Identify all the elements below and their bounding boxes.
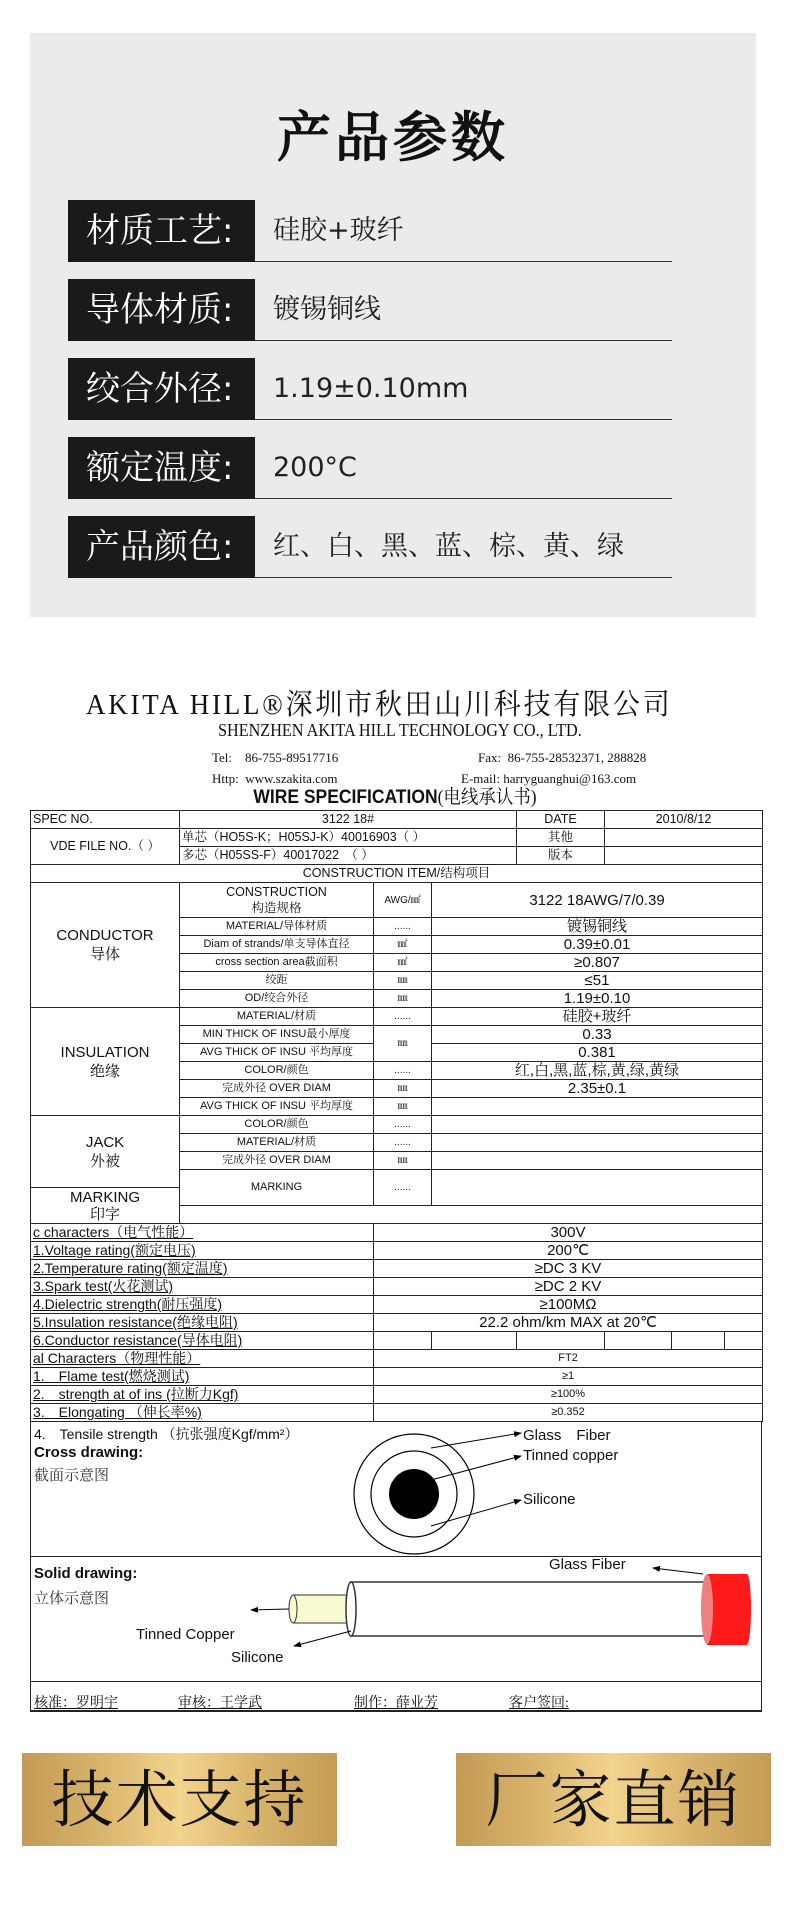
param-value: 红、白、黑、蓝、棕、黄、绿 — [273, 531, 624, 562]
param-row — [68, 437, 672, 499]
cell: ㎜ — [374, 972, 432, 990]
cell — [672, 1332, 725, 1350]
email: harryguanghui@163.com — [503, 771, 637, 786]
tel-label: Tel: — [212, 750, 233, 765]
param-label: 材质工艺: — [68, 200, 255, 262]
cell: 红,白,黑,蓝,棕,黄,绿,黄绿 — [432, 1062, 763, 1080]
website: www.szakita.com — [245, 771, 338, 786]
property-row — [31, 1224, 763, 1242]
date-label: DATE — [517, 811, 605, 829]
cell: ≥0.807 — [432, 954, 763, 972]
cell: 22.2 ohm/km MAX at 20℃ — [374, 1314, 763, 1332]
param-label: 导体材质: — [68, 279, 255, 341]
cell: cross section area截面积 — [180, 954, 374, 972]
customer-sign: 客户签回: — [509, 1696, 569, 1711]
cell — [432, 1152, 763, 1170]
cell — [180, 1206, 763, 1224]
cell: ㎜ — [374, 1098, 432, 1116]
property-row — [31, 1368, 763, 1386]
cell: 0.381 — [432, 1044, 763, 1062]
cell: ...... — [374, 1134, 432, 1152]
cross-drawing-label: Cross drawing: — [34, 1444, 144, 1461]
cell: al Characters（物理性能） — [31, 1350, 374, 1368]
tinned-copper-arrow — [431, 1456, 521, 1480]
email-label: E-mail: — [461, 771, 500, 786]
reviewer: 审核：王学武 — [178, 1696, 262, 1711]
cell: ≥DC 3 KV — [374, 1260, 763, 1278]
cell: 完成外径 OVER DIAM — [180, 1152, 374, 1170]
cell: 3122 18AWG/7/0.39 — [432, 883, 763, 918]
fax-label: Fax: — [478, 750, 502, 765]
factory-direct-button[interactable]: 厂家直销 — [456, 1753, 771, 1846]
property-row — [31, 1350, 763, 1368]
cell: ㎟ — [374, 936, 432, 954]
property-row — [31, 1386, 763, 1404]
cell — [517, 1332, 605, 1350]
solid-drawing-label-cn: 立体示意图 — [34, 1591, 110, 1607]
vde-single: 单芯（HO5S-K；H05SJ-K）40016903（ ） — [180, 829, 517, 847]
solid-drawing-section — [30, 1557, 762, 1682]
glass-fiber-arrow — [653, 1568, 703, 1574]
cell — [605, 1332, 672, 1350]
param-label: 绞合外径: — [68, 358, 255, 420]
cell: COLOR/颜色 — [180, 1062, 374, 1080]
cross-drawing-label-cn: 截面示意图 — [34, 1468, 110, 1484]
cell: 300V — [374, 1224, 763, 1242]
property-row — [31, 1404, 763, 1422]
glass-fiber-label: Glass Fiber — [523, 1427, 611, 1444]
params-title: 产品参数 — [277, 106, 509, 169]
cell — [374, 1332, 432, 1350]
glass-fiber-jacket — [707, 1574, 747, 1645]
cell: ≤51 — [432, 972, 763, 990]
cell: MATERIAL/材质 — [180, 1134, 374, 1152]
insulation-label: INSULATION 绝缘 — [31, 1008, 180, 1116]
silicone-tube — [351, 1582, 706, 1636]
tinned-copper-arrow — [251, 1609, 289, 1610]
approver: 核准：罗明宇 — [34, 1696, 118, 1711]
param-value: 镀锡铜线 — [273, 294, 381, 325]
solid-wire-diagram — [31, 1557, 763, 1682]
cell: 4.Dielectric strength(耐压强度) — [31, 1296, 374, 1314]
cell: 镀锡铜线 — [432, 918, 763, 936]
date: 2010/8/12 — [605, 811, 763, 829]
property-row — [31, 1242, 763, 1260]
other-label: 其他 — [517, 829, 605, 847]
cell: ㎟ — [374, 954, 432, 972]
cell: 0.39±0.01 — [432, 936, 763, 954]
cell: 0.33 — [432, 1026, 763, 1044]
cross-drawing-section — [30, 1422, 762, 1557]
cell: ...... — [374, 1170, 432, 1206]
construction-item: CONSTRUCTION ITEM/结构项目 — [31, 865, 763, 883]
signature-row — [30, 1682, 762, 1712]
company-name-en: SHENZHEN AKITA HILL TECHNOLOGY CO., LTD. — [218, 720, 582, 740]
tel: 86-755-89517716 — [245, 750, 339, 765]
cell: 1.19±0.10 — [432, 990, 763, 1008]
cell: 3. Elongating （伸长率%) — [31, 1404, 374, 1422]
property-row — [31, 1314, 763, 1332]
http-label: Http: — [212, 771, 239, 786]
spec-title: WIRE SPECIFICATION(电线承认书) — [253, 787, 537, 808]
cell: 5.Insulation resistance(绝缘电阻) — [31, 1314, 374, 1332]
cell: ≥0.352 — [374, 1404, 763, 1422]
cell — [432, 1116, 763, 1134]
property-row — [31, 1278, 763, 1296]
cell: 硅胶+玻纤 — [432, 1008, 763, 1026]
cell: 3.Spark test(火花测试) — [31, 1278, 374, 1296]
cell: ㎜ — [374, 990, 432, 1008]
cell: ...... — [374, 1116, 432, 1134]
spec-sheet — [30, 810, 762, 1712]
param-row — [68, 279, 672, 341]
conductor-label: CONDUCTOR 导体 — [31, 883, 180, 1008]
construction-label: CONSTRUCTION 构造规格 — [180, 883, 374, 918]
cell — [432, 1170, 763, 1206]
cross-section-diagram — [31, 1422, 763, 1557]
tech-support-button[interactable]: 技术支持 — [22, 1753, 337, 1846]
solid-drawing-label: Solid drawing: — [34, 1565, 138, 1582]
cell: MARKING — [180, 1170, 374, 1206]
cell — [725, 1332, 763, 1350]
marking-label: MARKING 印字 — [31, 1188, 180, 1224]
jack-label: JACK 外被 — [31, 1116, 180, 1188]
tinned-copper-label: Tinned Copper — [136, 1626, 235, 1643]
property-row — [31, 1332, 763, 1350]
cell: AWG/㎟ — [374, 883, 432, 918]
param-value: 硅胶+玻纤 — [273, 215, 404, 246]
param-value: 200°C — [273, 452, 357, 483]
cell: Diam of strands/单支导体直径 — [180, 936, 374, 954]
cell: 1. Flame test(燃烧测试) — [31, 1368, 374, 1386]
cell: 绞距 — [180, 972, 374, 990]
spec-no-label: SPEC NO. — [31, 811, 180, 829]
silicone-label: Silicone — [231, 1649, 284, 1666]
cell: ...... — [374, 918, 432, 936]
spec-no: 3122 18# — [180, 811, 517, 829]
spec-table — [30, 810, 763, 1422]
cell: ≥100% — [374, 1386, 763, 1404]
param-value: 1.19±0.10mm — [273, 373, 469, 404]
version-label: 版本 — [517, 847, 605, 865]
cell: AVG THICK OF INSU 平均厚度 — [180, 1044, 374, 1062]
param-row — [68, 358, 672, 420]
cell: ...... — [374, 1008, 432, 1026]
maker: 制作：薛业芳 — [354, 1696, 438, 1711]
cell: COLOR/颜色 — [180, 1116, 374, 1134]
property-row — [31, 1260, 763, 1278]
silicone-label: Silicone — [523, 1491, 576, 1508]
vde-multi: 多芯（H05SS-F）40017022 （ ） — [180, 847, 517, 865]
param-label: 产品颜色: — [68, 516, 255, 578]
cell — [432, 1134, 763, 1152]
glass-fiber-label: Glass Fiber — [549, 1556, 626, 1573]
cell: ≥DC 2 KV — [374, 1278, 763, 1296]
copper-core — [293, 1595, 351, 1623]
tinned-copper-label: Tinned copper — [523, 1447, 619, 1464]
cell: ...... — [374, 1062, 432, 1080]
cell: AVG THICK OF INSU 平均厚度 — [180, 1098, 374, 1116]
cell: ≥1 — [374, 1368, 763, 1386]
fax: 86-755-28532371, 288828 — [507, 750, 647, 765]
cell: 2.35±0.1 — [432, 1080, 763, 1098]
param-row — [68, 200, 672, 262]
company-name: AKITA HILL®深圳市秋田山川科技有限公司 — [86, 689, 673, 721]
vde-label: VDE FILE NO.（ ） — [31, 829, 180, 865]
param-label: 额定温度: — [68, 437, 255, 499]
cell: MIN THICK OF INSU最小厚度 — [180, 1026, 374, 1044]
silicone-arrow — [431, 1500, 521, 1526]
cell — [432, 1332, 517, 1350]
cell: ≥100MΩ — [374, 1296, 763, 1314]
product-params-panel — [30, 33, 756, 617]
cell: ㎜ — [374, 1026, 432, 1062]
param-row — [68, 516, 672, 578]
cell: 2.Temperature rating(额定温度) — [31, 1260, 374, 1278]
tensile-label: 4. Tensile strength （抗张强度Kgf/mm²） — [34, 1426, 299, 1442]
cell: 1.Voltage rating(额定电压) — [31, 1242, 374, 1260]
cell: 完成外径 OVER DIAM — [180, 1080, 374, 1098]
cell: 6.Conductor resistance(导体电阻) — [31, 1332, 374, 1350]
cell: c characters（电气性能） — [31, 1224, 374, 1242]
copper-core — [389, 1469, 439, 1519]
silicone-arrow — [294, 1631, 351, 1646]
cell: 200℃ — [374, 1242, 763, 1260]
cell: ㎜ — [374, 1080, 432, 1098]
cell: FT2 — [374, 1350, 763, 1368]
cell: ㎜ — [374, 1152, 432, 1170]
cell: MATERIAL/材质 — [180, 1008, 374, 1026]
glass-fiber-arrow — [431, 1433, 521, 1448]
cell: OD/绞合外径 — [180, 990, 374, 1008]
cell: MATERIAL/导体材质 — [180, 918, 374, 936]
cell — [432, 1098, 763, 1116]
property-row — [31, 1296, 763, 1314]
cell: 2. strength at of ins (拉断力Kgf) — [31, 1386, 374, 1404]
